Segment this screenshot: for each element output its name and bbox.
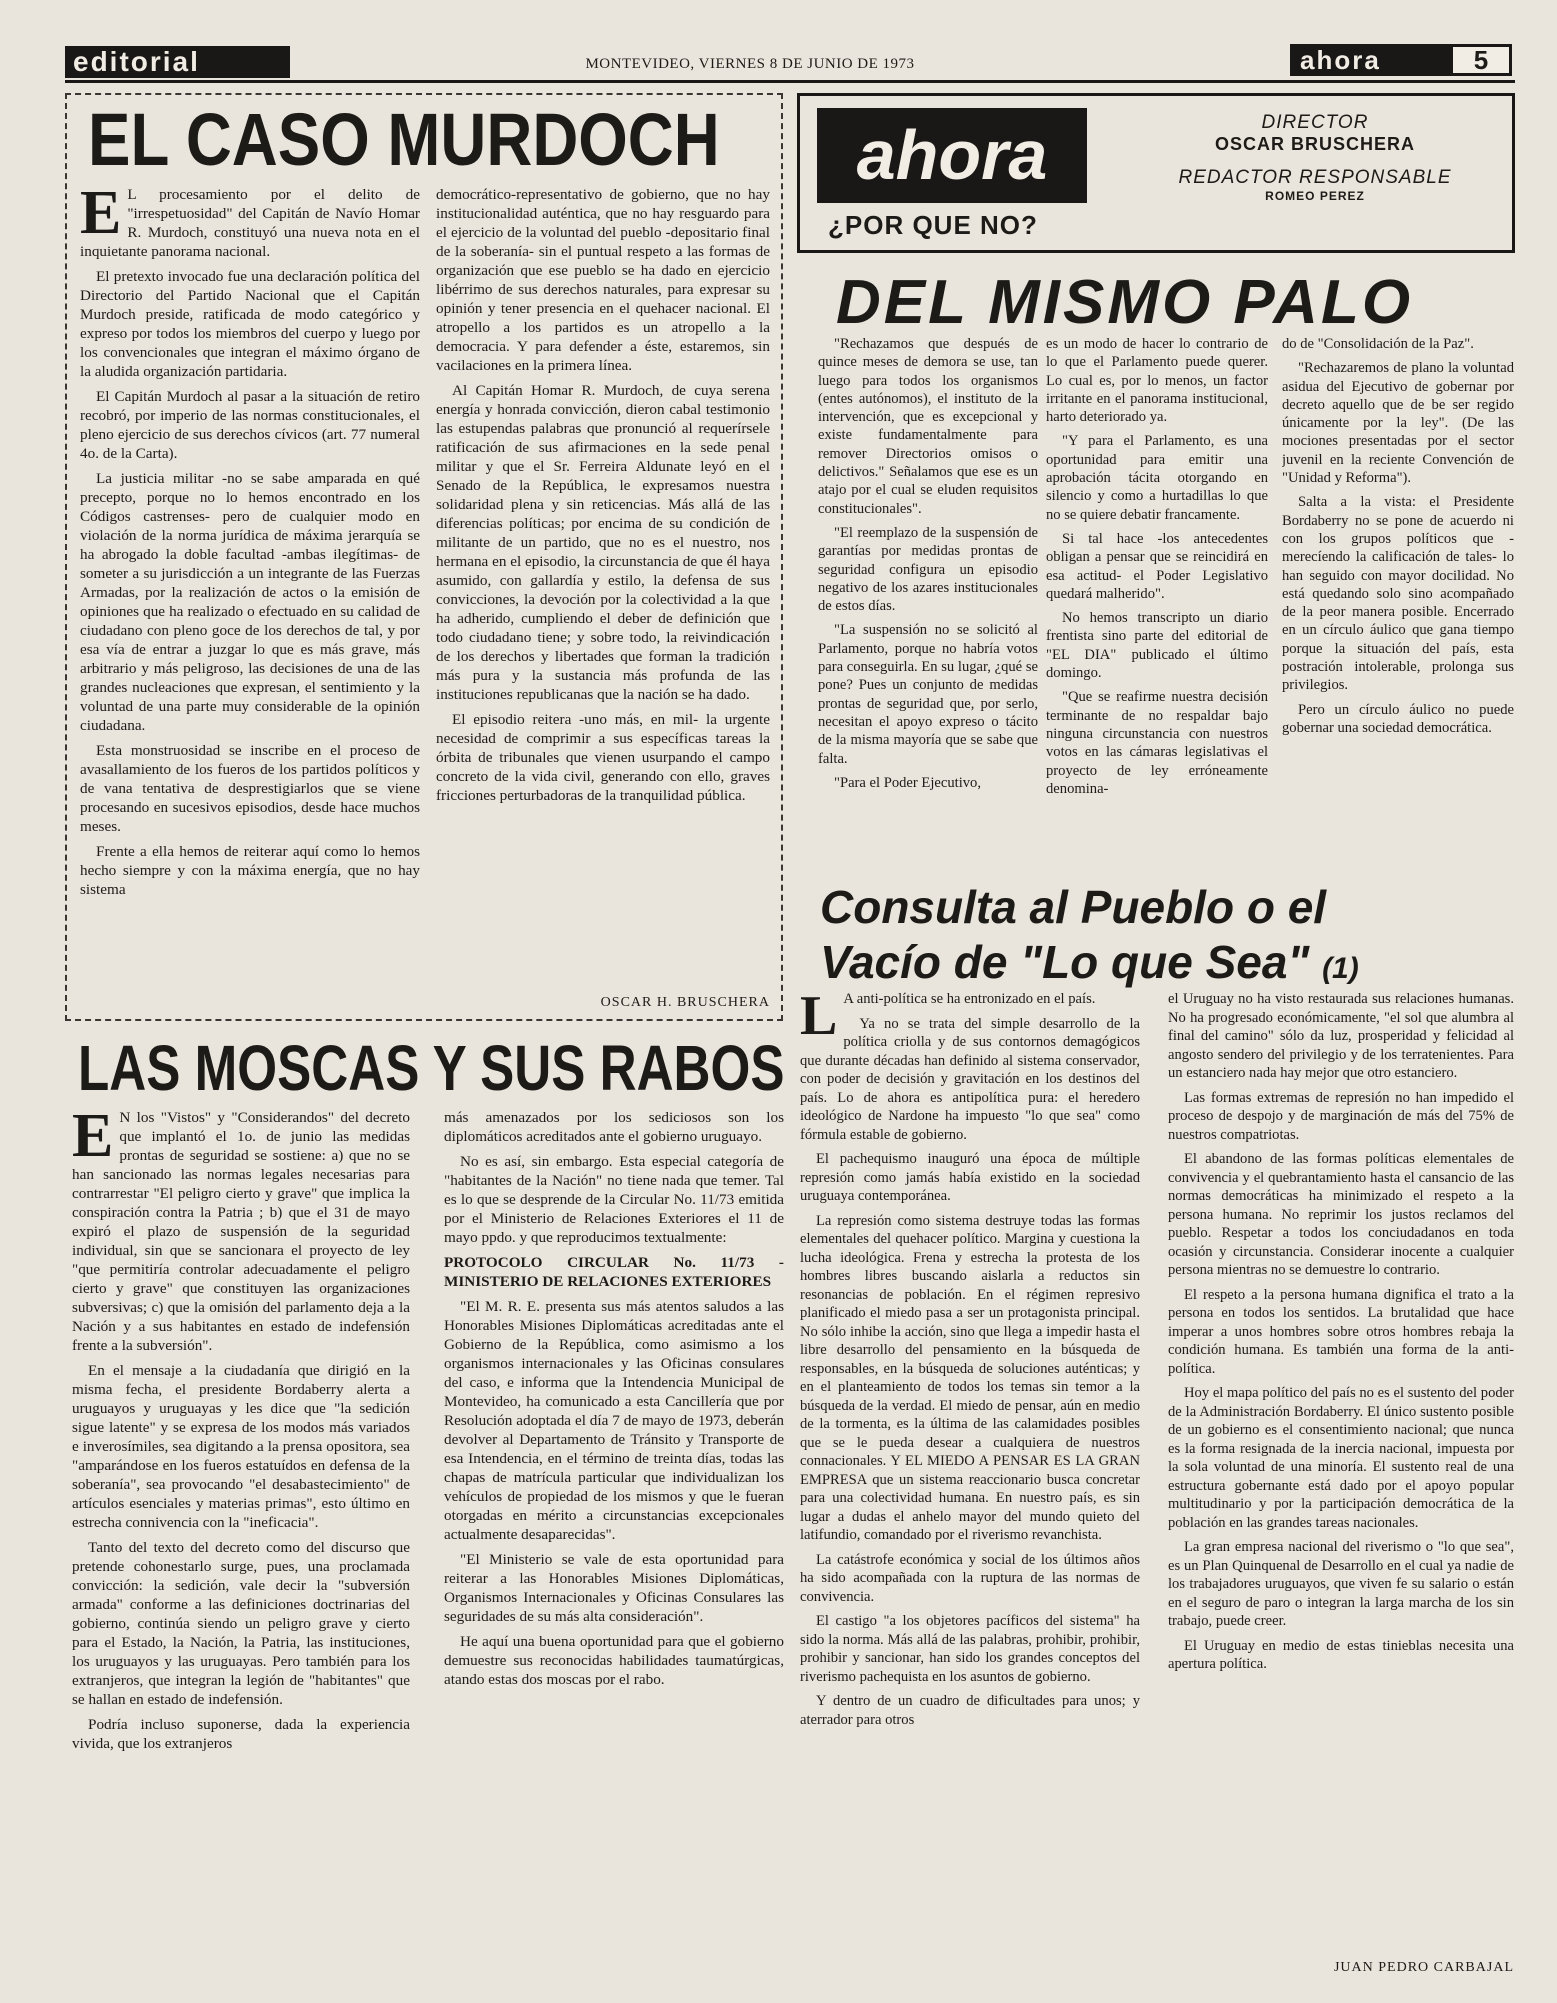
section-tag: editorial xyxy=(65,46,290,78)
paragraph: "Rechazaremos de plano la voluntad asidua del Ejecutivo de gobernar por decreto aquello que de be ser regido únicamente por la ley". (De las mociones presentadas por el sector juvenil en la reciente Convención de "Unidad y Reforma"). xyxy=(1282,360,1514,487)
paragraph: L procesamiento por el delito de "irrespetuosidad" del Capitán de Navío Homar R. Murdoch, constituyó una nueva nota en el inquietante panorama nacional. xyxy=(80,186,420,260)
editor-label: REDACTOR RESPONSABLE xyxy=(1178,167,1452,188)
paragraph: En el mensaje a la ciudadanía que dirigió en la misma fecha, el presidente Bordaberry alerta a uruguayos y uruguayas y les dice que "la sedición sigue latente" y se expresa de los modos más variados e inverosímiles, sea digitando a la prensa opositora, sea "amparándose en los fueros estatuídos en defensa de la soberanía", sea provocando "el desabastecimiento" de artículos esenciales y materias primas", esto último en estrecha connivencia con la "ineficacia". xyxy=(72,1362,410,1531)
paragraph: democrático-representativo de gobierno, que no hay institucionalidad auténtica, que no hay resguardo para el ejercicio de la voluntad del pueblo -depositario final de la soberanía- sin el puntual respeto a las formas de organización que ese pueblo se ha dado en ejercicio libérrimo de sus derechos naturales, para expresar su opinión y tener presencia en el quehacer nacional. El atropello a los partidos es un atropello a la democracia. Y para defender a éste, estaremos, sin vacilaciones en la primera línea. xyxy=(436,186,770,374)
paragraph: "Y para el Parlamento, es una oportunidad para emitir una aprobación tácita otorgando en silencio y como a hurtadillas lo que no se quiere debatir francamente. xyxy=(1046,433,1268,523)
consulta-column-1 xyxy=(800,990,1140,1990)
paragraph: "La suspensión no se solicitó al Parlamento, porque no habría votos para conseguirla. En su lugar, ¿qué se pone? Pues un conjunto de medidas prontas de seguridad que, por serlo, necesitan el apoyo expreso o tácito de la misma mayoría que se sabe que falta. xyxy=(818,622,1038,767)
header-rule xyxy=(65,80,1515,83)
paragraph: El abandono de las formas políticas elementales de convivencia y el quebrantamiento hasta el cansancio de las normas democráticas ha minimizado el respeto a la persona humana. No reprimir los justos reclamos del pueblo. Respetar a todos los conciudadanos en toda ocasión y circunstancia. Considerar inocente a cualquier persona mientras no se demuestre lo contrario. xyxy=(1168,1151,1514,1278)
circular-heading: PROTOCOLO CIRCULAR No. 11/73 - MINISTERIO DE RELACIONES EXTERIORES xyxy=(444,1254,784,1290)
paragraph: El pretexto invocado fue una declaración política del Directorio del Partido Nacional que el Capitán Murdoch preside, ratificada de modo categórico y expreso por todos los miembros del cuerpo y luego por los convencionales que integran el máximo órgano de la aludida organización partidaria. xyxy=(80,268,420,380)
paragraph: do de "Consolidación de la Paz". xyxy=(1282,336,1474,352)
publication-tag: ahora xyxy=(1290,44,1450,76)
consulta-column-2 xyxy=(1168,990,1514,1950)
consulta-title-line-2: Vacío de "Lo que Sea" (1) xyxy=(820,936,1359,988)
paragraph: El respeto a la persona humana dignifica el trato a la persona en todos los sentidos. La brutalidad que hace imperar a unos hombres sobre otros hombres rebaja la condición humana. Es también una forma de la anti-política. xyxy=(1168,1286,1514,1377)
palo-column-1 xyxy=(818,335,1038,880)
consulta-title xyxy=(820,880,1359,996)
director-label: DIRECTOR xyxy=(1261,112,1369,133)
paragraph: Y dentro de un cuadro de dificultades para unos; y aterrador para otros xyxy=(800,1693,1140,1728)
paragraph: El Uruguay en medio de estas tinieblas necesita una apertura política. xyxy=(1168,1637,1514,1672)
paragraph: El Capitán Murdoch al pasar a la situación de retiro recobró, por imperio de las normas constitucionales, el pleno ejercicio de sus derechos cívicos (art. 77 numeral 4o. de la Carta). xyxy=(80,388,420,462)
paragraph: A anti-política se ha entronizado en el país. xyxy=(843,991,1096,1007)
paragraph: La justicia militar -no se sabe amparada en qué precepto, porque no lo hemos encontrado en los Códigos castrenses- pero de cualquier modo en violación de la norma jurídica de máxima jerarquía se ha abrogado la doble facultad -ambas ilegítimas- de someter a su jurisdicción a un integrante de las Fuerzas Armadas, por la realización de actos o la emisión de opiniones que ha realizado o efectuado en su calidad de ciudadano con pleno goce de los derechos de tal, y por esa vía de entrar a juzgar lo que es más grave, más arbitrario y más peligroso, las decisiones de una de las grandes nucleaciones que expresan, el sentimiento y la voluntad de una parte muy considerable de la opinión ciudadana. xyxy=(80,470,420,734)
paragraph: He aquí una buena oportunidad para que el gobierno demuestre sus reconocidas habilidades taumatúrgicas, atando estas dos moscas por el rabo. xyxy=(444,1633,784,1688)
ahora-logo: ahora xyxy=(817,108,1087,203)
paragraph: La gran empresa nacional del riverismo o "lo que sea", es un Plan Quinquenal de Desarrollo en el cual ya nadie de los trabajadores uruguayos, que viven fe su salario o están en el seguro de paro o integran la larga marcha de los sin trabajo, puede creer. xyxy=(1168,1539,1514,1629)
paragraph: más amenazados por los sediciosos son los diplomáticos acreditados ante el gobierno uruguayo. xyxy=(444,1109,784,1145)
paragraph: El pachequismo inauguró una época de múltiple represión como jamás había existido en la sociedad uruguaya contemporánea. xyxy=(800,1151,1140,1204)
paragraph: No es así, sin embargo. Esta especial categoría de "habitantes de la Nación" no tiene nada que temer. Tal es lo que se desprende de la Circular No. 11/73 emitida por el Ministerio de Relaciones Exteriores el 11 de mayo ppdo. y que reproducimos textualmente: xyxy=(444,1153,784,1246)
paragraph: "El Ministerio se vale de esta oportunidad para reiterar a las Honorables Misiones Diplomáticas, Organismos Internacionales y Oficinas Consulares las seguridades de su más alta consideración". xyxy=(444,1551,784,1625)
paragraph: Salta a la vista: el Presidente Bordaberry no se pone de acuerdo ni con los grupos políticos que -merecíendo la calificación de tales- lo han seguido con mayor docilidad. No está quedando solo sino acompañado de la peor manera posible. Encerrado en un círculo áulico que gana tiempo porque la situación del país, esta postración intolerable, prolonga sus privilegios. xyxy=(1282,494,1514,694)
palo-column-2 xyxy=(1046,335,1268,880)
paragraph: Pero un círculo áulico no puede gobernar una sociedad democrática. xyxy=(1282,701,1514,736)
murdoch-column-2 xyxy=(436,185,770,990)
consulta-dropcap: L xyxy=(800,990,838,1047)
murdoch-title: EL CASO MURDOCH xyxy=(88,98,720,181)
paragraph: Frente a ella hemos de reiterar aquí como lo hemos hecho siempre y con la máxima energía, que no hay sistema xyxy=(80,843,420,898)
moscas-dropcap: E xyxy=(72,1108,114,1170)
palo-column-3 xyxy=(1282,335,1514,880)
paragraph: Tanto del texto del decreto como del discurso que pretende cohonestarlo surge, pues, una proclamada convicción: la sedición, vale decir la "subversión armada" conforme a las definiciones doctrinarias del gobierno, continúa siendo un peligro grave y cierto para el Estado, la Nación, la Patria, las instituciones, los uruguayos y las uruguayas. Pero también para los extranjeros, que integran la legión de "habitantes" que se hallan en estado de indefensión. xyxy=(72,1539,410,1708)
paragraph: No hemos transcripto un diario frentista sino parte del editorial de "EL DIA" publicado el último domingo. xyxy=(1046,610,1268,682)
paragraph: "El reemplazo de la suspensión de garantías por medidas prontas de seguridad configura un episodio negativo de los azares institucionales de estos días. xyxy=(818,524,1038,615)
moscas-column-1 xyxy=(72,1108,410,1988)
paragraph: El episodio reitera -uno más, en mil- la urgente necesidad de comprimir a sus específicas tareas la órbita de tribunales que vienen usurpando el campo concreto de la vida civil, generando con ello, graves fricciones perturbadoras de la tranquilidad pública. xyxy=(436,711,770,804)
paragraph: "Rechazamos que después de quince meses de demora se use, tan luego para todos los organismos (entes autónomos), el instituto de la intervención, que es excepcional y existe fundamentalmente para remover Directorios omisos o delictivos." Señalamos que ese es un atajo por el cual se eluden requisitos constitucionales". xyxy=(818,336,1038,517)
paragraph: Podría incluso suponerse, dada la experiencia vivida, que los extranjeros xyxy=(72,1716,410,1752)
palo-title: DEL MISMO PALO xyxy=(836,268,1414,337)
paragraph: Ya no se trata del simple desarrollo de la política criolla y de sus contornos demagógicos que durante décadas han definido al sistema conservador, con poder de decisión y gravitación en los destinos del país. Lo de ahora es antipolítica pura: el heredero ideológico de Nardone ha impuesto "lo que sea" como fórmula estable de gobierno. xyxy=(800,1015,1140,1143)
consulta-title-line-1: Consulta al Pueblo o el xyxy=(820,881,1327,933)
paragraph: N los "Vistos" y "Considerandos" del decreto que implantó el 1o. de junio las medidas prontas de seguridad se sostiene: a) que no se han sancionado las normas legales necesarias para contrarrestar "El peligro cierto y grave" que implica la conspiración contra la Patria ; b) que el 31 de mayo expiró el plazo de suspensión de la seguridad individual, sin que se sancionara el proyecto de ley "que permitiría controlar adecuadamente el peligro cierto y grave" que constituyen las organizaciones subversivas; c) que la omisión del parlamento deja a la Nación y a sus habitantes en estado de indefensión frente a la subversión". xyxy=(72,1109,410,1354)
paragraph: Al Capitán Homar R. Murdoch, de cuya serena energía y honrada convicción, dieron cabal testimonio las estupendas palabras que pronunció al requerírsele ratificación de sus afirmaciones en la sede penal militar y que el Sr. Ferreira Aldunate leyó en el Senado de la República, le expresamos nuestra solidaridad plena y sin reticencias. Más allá de las diferencias políticas; por encima de su condición de militante de un partido, que no es el nuestro, nos hermana en el episodio, la circunstancia de que él haya asumido, con gallardía y estilo, la defensa de sus convicciones, la devoción por la colectividad a la que ha adherido, cumpliendo el deber de definición que todo ciudadano tiene; y sobre todo, la reivindicación de los derechos y libertades que forman la tradición más pura y la sustancia más profunda de las instituciones republicanas que la nación se ha dado. xyxy=(436,382,770,703)
murdoch-dropcap: E xyxy=(80,185,122,247)
paragraph: Hoy el mapa político del país no es el sustento del poder de la Administración Bordaberry. El único sustento posible de un gobierno es el consentimiento nacional; que nunca es la forma resignada de la inercia nacional, impuesta por la sola voluntad de una minoría. El sustento real de una estructura gobernante está dado por el apoyo popular multitudinario y por la participación democrática de la población en las grandes tareas nacionales. xyxy=(1168,1385,1514,1531)
paragraph: "El M. R. E. presenta sus más atentos saludos a las Honorables Misiones Diplomáticas acreditadas ante el Gobierno de la República, como asimismo a los organismos internacionales y las Oficinas consulares del caso, e informa que la Intendencia Municipal de Montevideo, ha comunicado a esta Cancillería que por Resolución adoptada el día 7 de mayo de 1973, deberán devolver al Departamento de Tránsito y Transporte de esa Intendencia, en el término de treinta días, todas las chapas de matrícula particular que individualizan los vehículos de propiedad de los mismos y que le fueran otorgadas en mérito a circunstancias excepcionales actualmente desaparecidas". xyxy=(444,1298,784,1543)
paragraph: Las formas extremas de represión no han impedido el proceso de despojo y de marginación de más del 75% de nuestros compatriotas. xyxy=(1168,1089,1514,1143)
paragraph: el Uruguay no ha visto restaurada sus relaciones humanas. No ha progresado económicamente, "el sol que alumbra al final del camino" sólo da luz, prosperidad y felicidad al angosto sendero del privilegio y de los terratenientes. Para un estanciero nada hay mejor que otro estanciero. xyxy=(1168,991,1514,1081)
paragraph: Esta monstruosidad se inscribe en el proceso de avasallamiento de los fueros de los partidos políticos y de vana tentativa de desprestigiarlos que se viene procesando en sucesivos episodios, desde hace muchos meses. xyxy=(80,742,420,835)
paragraph: es un modo de hacer lo contrario de lo que el Parlamento puede querer. Lo cual es, por lo menos, un factor irritante en el panorama institucional, harto deteriorado ya. xyxy=(1046,336,1268,426)
consulta-signature: JUAN PEDRO CARBAJAL xyxy=(1333,1960,1514,1975)
director-name: OSCAR BRUSCHERA xyxy=(1214,134,1415,154)
editor-name: ROMEO PEREZ xyxy=(1265,189,1365,203)
paragraph: Si tal hace -los antecedentes obligan a pensar que se reincidirá en esa actitud- el Poder Legislativo quedará malherido". xyxy=(1046,530,1268,602)
page-number: 5 xyxy=(1450,44,1512,76)
credits xyxy=(1130,112,1500,215)
paragraph: "Para el Poder Ejecutivo, xyxy=(834,774,981,791)
slogan: ¿POR QUE NO? xyxy=(828,210,1038,240)
paragraph: "Que se reafirme nuestra decisión terminante de no respaldar bajo ninguna circunstancia con nuestros votos en las cámaras legislativas el proyecto de ley erróneamente denomina- xyxy=(1046,689,1268,797)
moscas-column-2 xyxy=(444,1108,784,1988)
paragraph: El castigo "a los objetores pacíficos del sistema" ha sido la norma. Más allá de las palabras, prohibir, prohibir, prohibir y sancionar, han sido los grandes conceptos del riverismo pachequista en los asuntos de gobierno. xyxy=(800,1613,1140,1685)
consulta-title-note: (1) xyxy=(1322,952,1359,985)
moscas-title: LAS MOSCAS Y SUS RABOS xyxy=(78,1032,785,1104)
paragraph: La catástrofe económica y social de los últimos años ha sido acompañada con la ruptura de las normas de convivencia. xyxy=(800,1551,1140,1605)
murdoch-column-1 xyxy=(80,185,420,1020)
dateline: MONTEVIDEO, VIERNES 8 DE JUNIO DE 1973 xyxy=(585,56,915,72)
paragraph: La represión como sistema destruye todas las formas elementales del quehacer político. Margina y cuestiona la lucha ideológica. Frena y estrecha la protesta de los hombres libres buscando aislarla a reductos sin resonancias de población. En el régimen represivo planificado el miedo pasa a ser un protagonista principal. No sólo inhibe la acción, sino que llega a impedir hasta el libre desarrollo del pensamiento en la búsqueda de responsables, en la búsqueda de soluciones auténticas; y en el planteamiento de todos los temas sin temor a la búsqueda de la verdad. El miedo de pensar, aún en medio de la tormenta, es la última de las calamidades posibles que se le pueda desear a cualquiera de nuestros connacionales. Y EL MIEDO A PENSAR ES LA GRAN EMPRESA que un sistema reaccionario busca concretar para una colectividad humana. En nuestro país, es sin lugar a dudas el anhelo mayor del mundo quieto del latifundio, comandado por el riverismo revanchista. xyxy=(800,1212,1140,1543)
murdoch-signature: OSCAR H. BRUSCHERA xyxy=(600,995,770,1010)
